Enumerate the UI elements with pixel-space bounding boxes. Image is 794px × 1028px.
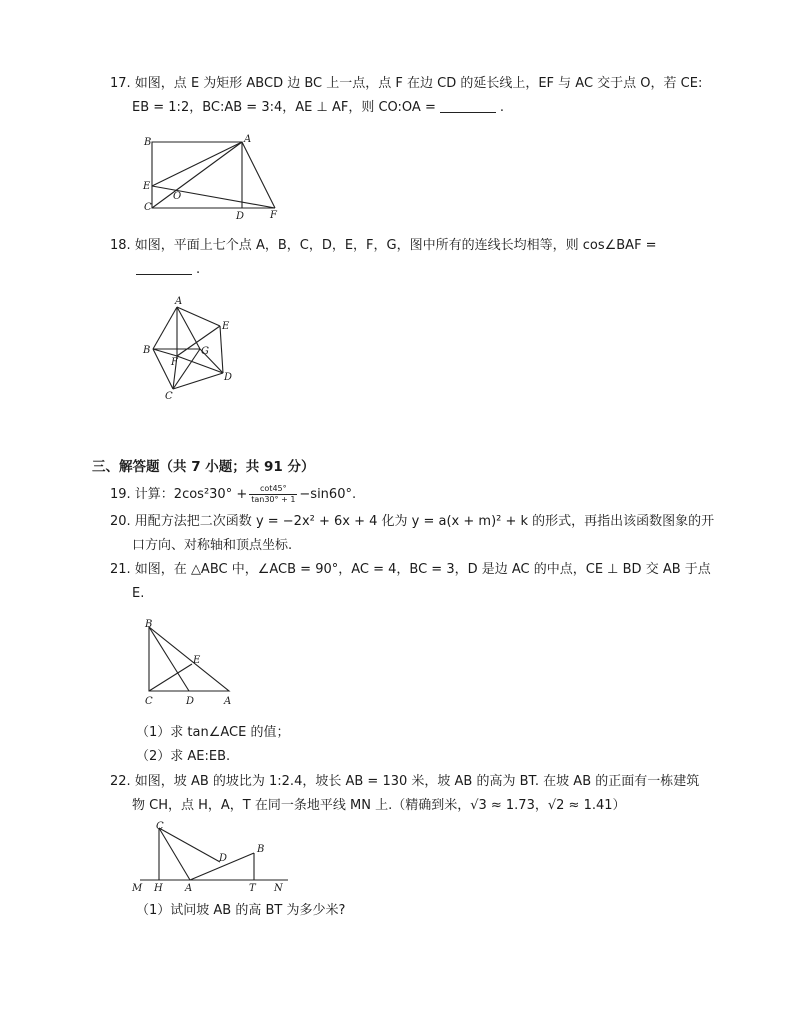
q21-line2: E. xyxy=(132,586,145,601)
q18-figure xyxy=(140,293,250,408)
q18-line1: 18. 如图，平面上七个点 A，B，C，D，E，F，G，图中所有的连线长均相等，则 cos∠BAF = xyxy=(110,238,657,253)
q17-label-c: C xyxy=(144,202,152,213)
q18-label-b: B xyxy=(143,345,151,356)
q18-answer-blank[interactable] xyxy=(136,260,192,275)
q20-line1: 20. 用配方法把二次函数 y = −2x² + 6x + 4 化为 y = a(x + m)² + k 的形式，再指出该函数图象的开 xyxy=(110,514,715,529)
q18-label-d: D xyxy=(224,372,233,383)
q18-label-c: C xyxy=(165,391,173,402)
q21-label-b: B xyxy=(145,619,153,630)
q17-segment-ca xyxy=(152,142,242,208)
q17-figure xyxy=(140,132,290,222)
q18-segment-ed xyxy=(220,326,223,373)
q17-segment-ef xyxy=(152,186,275,208)
q17-label-e: E xyxy=(143,181,151,192)
q22-label-a: A xyxy=(185,883,193,894)
q18-segment-ae xyxy=(177,307,220,326)
q19-fraction-denominator: tan30° + 1 xyxy=(251,495,296,504)
q22-label-d: D xyxy=(219,853,228,864)
q21-sub1: （1）求 tan∠ACE 的值； xyxy=(136,725,290,740)
q18-line2 xyxy=(132,260,732,280)
q22-sub1: （1）试问坡 AB 的高 BT 为多少米? xyxy=(136,903,346,918)
q18-label-a: A xyxy=(175,296,183,307)
q17-label-b: B xyxy=(144,137,152,148)
q17-label-a: A xyxy=(244,134,252,145)
q22-segment-cd xyxy=(159,828,220,862)
q21-triangle-abc xyxy=(149,627,229,691)
q22-label-n: N xyxy=(274,883,283,894)
q22-label-h: H xyxy=(154,883,163,894)
section-heading: 三、解答题（共 7 小题；共 91 分） xyxy=(92,459,315,475)
q19-line xyxy=(110,484,710,505)
q18-segment-ab xyxy=(153,307,177,349)
q17-line2 xyxy=(132,98,732,118)
q22-segment-ca xyxy=(159,828,190,880)
q17-line2-text: EB = 1:2，BC:AB = 3:4，AE ⊥ AF，则 CO:OA = xyxy=(132,100,436,115)
q22-label-t: T xyxy=(249,883,256,894)
q18-segment-fd xyxy=(177,356,223,373)
q22-line1: 22. 如图，坡 AB 的坡比为 1:2.4，坡长 AB = 130 米，坡 AB 的高为 BT. 在坡 AB 的正面有一栋建筑 xyxy=(110,774,700,789)
q22-label-c: C xyxy=(156,821,164,832)
q21-label-e: E xyxy=(193,655,201,666)
q17-line1: 17. 如图，点 E 为矩形 ABCD 边 BC 上一点，点 F 在边 CD 的延长线上，EF 与 AC 交于点 O，若 CE: xyxy=(110,76,703,91)
q18-segment-bc xyxy=(153,349,173,389)
q22-label-m: M xyxy=(132,883,143,894)
q18-label-f: F xyxy=(171,357,178,368)
q19-fraction-numerator: cot45° xyxy=(249,484,297,495)
q18-label-e: E xyxy=(222,321,230,332)
q17-line2-end: . xyxy=(499,100,504,115)
q17-label-o: O xyxy=(173,191,182,202)
q21-segment-ce xyxy=(149,664,192,691)
q21-label-c: C xyxy=(145,696,153,707)
q21-sub2: （2）求 AE:EB. xyxy=(136,749,231,764)
q21-label-a: A xyxy=(224,696,232,707)
q20-line2: 口方向、对称轴和顶点坐标. xyxy=(132,538,293,553)
q21-line1: 21. 如图，在 △ABC 中，∠ACB = 90°，AC = 4，BC = 3，D 是边 AC 的中点，CE ⊥ BD 交 AB 于点 xyxy=(110,562,711,577)
q19-fraction xyxy=(249,484,297,505)
q18-segment-bf xyxy=(153,349,177,356)
q17-label-f: F xyxy=(270,210,277,221)
q18-label-g: G xyxy=(201,346,209,357)
q21-segment-bd xyxy=(149,627,189,691)
q21-figure xyxy=(140,617,240,709)
q18-line2-end: . xyxy=(196,262,201,277)
q17-segment-ea xyxy=(152,142,242,186)
q17-label-d: D xyxy=(236,211,245,222)
q18-segment-cd xyxy=(173,373,223,389)
q17-answer-blank[interactable] xyxy=(440,98,496,113)
q17-segment-af xyxy=(242,142,275,208)
q19-post: −sin60°. xyxy=(299,487,357,502)
q22-line2: 物 CH，点 H，A，T 在同一条地平线 MN 上.（精确到米，√3 ≈ 1.73，√2 ≈ 1.41） xyxy=(132,798,626,813)
q21-label-d: D xyxy=(186,696,195,707)
q22-figure xyxy=(128,818,293,896)
q19-pre: 19. 计算：2cos²30° + xyxy=(110,487,248,502)
q22-label-b: B xyxy=(257,844,265,855)
